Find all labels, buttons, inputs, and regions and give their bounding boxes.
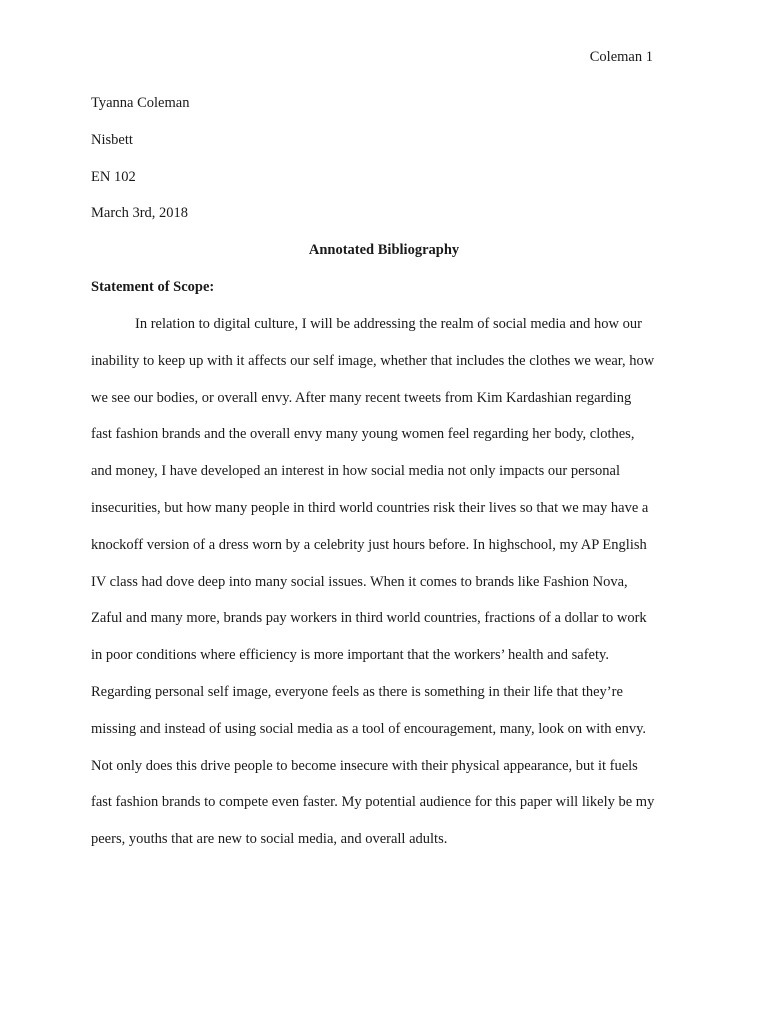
body-line: we see our bodies, or overall envy. After many recent tweets from Kim Kardashian regarding [91,389,632,406]
mla-heading-block [91,93,189,240]
body-line: fast fashion brands and the overall envy many young women feel regarding her body, clothes, [91,426,635,443]
body-line: and money, I have developed an interest in how social media not only impacts our personal [91,463,620,480]
body-line: Regarding personal self image, everyone feels as there is something in their life that they’re [91,683,623,700]
instructor-name: Nisbett [91,131,133,148]
body-line: in poor conditions where efficiency is more important that the workers’ health and safety. [91,647,609,664]
body-line: peers, youths that are new to social media, and overall adults. [91,831,448,848]
course-name: EN 102 [91,168,136,185]
body-paragraph [91,314,691,866]
running-header: Coleman 1 [589,49,653,65]
body-line: IV class had dove deep into many social issues. When it comes to brands like Fashion Nova, [91,573,628,590]
body-line: Zaful and many more, brands pay workers in third world countries, fractions of a dollar to work [91,610,647,627]
section-label: Statement of Scope: [91,279,215,295]
body-line: In relation to digital culture, I will be addressing the realm of social media and how our [135,316,642,332]
document-title: Annotated Bibliography [308,242,460,258]
body-line: fast fashion brands to compete even faster. My potential audience for this paper will likely be my [91,794,655,811]
body-line: missing and instead of using social media as a tool of encouragement, many, look on with envy. [91,720,647,737]
body-line: inability to keep up with it affects our self image, whether that includes the clothes we wear, how [91,352,655,369]
document-date: March 3rd, 2018 [91,205,189,222]
body-line: Not only does this drive people to become insecure with their physical appearance, but it fuels [91,757,638,774]
body-line: knockoff version of a dress worn by a celebrity just hours before. In highschool, my AP English [91,536,647,553]
body-line: insecurities, but how many people in third world countries risk their lives so that we may have a [91,499,649,516]
author-name: Tyanna Coleman [91,95,190,111]
